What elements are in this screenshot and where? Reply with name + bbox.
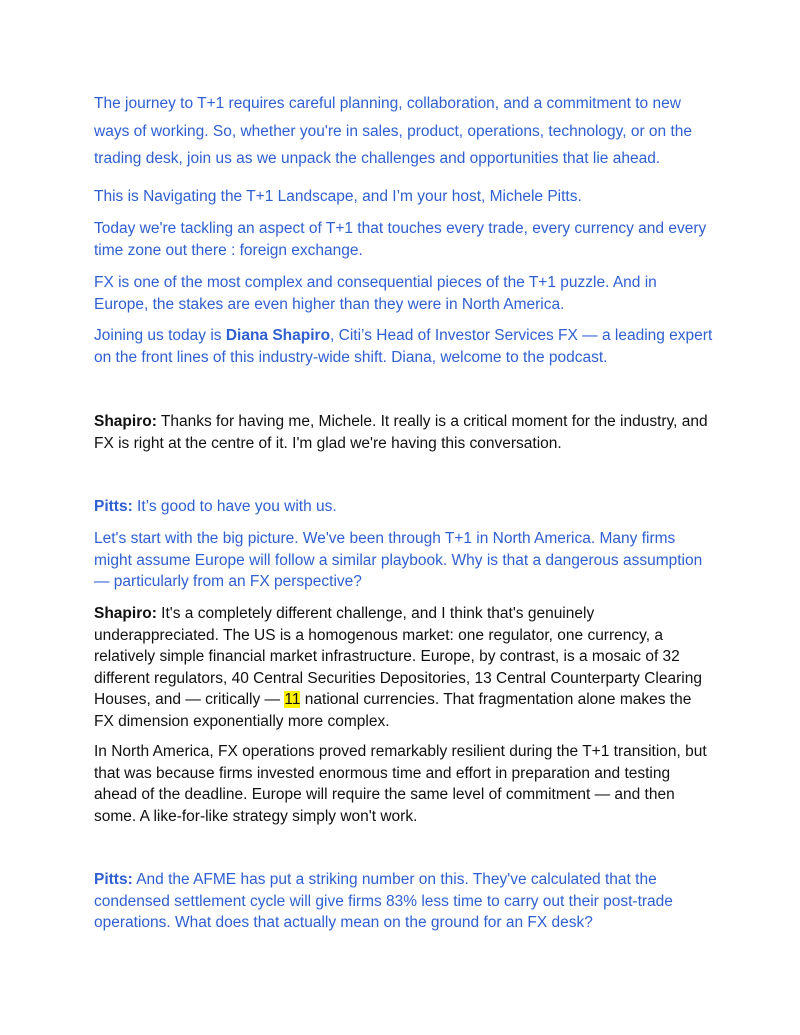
pitts-line-1 [94,496,714,518]
reply-text: Thanks for having me, Michele. It really is a critical moment for the industry, and FX is right at the centre of it. I'm glad we're having this conversation. [94,413,708,452]
guest-name: Diana Shapiro [225,327,331,344]
speaker-label: Pitts: [94,498,133,515]
speaker-label: Shapiro: [94,605,157,622]
stakes-paragraph: FX is one of the most complex and consequential pieces of the T+1 puzzle. And in Europe, the stakes are even higher than they were in North America. [94,274,657,313]
host-introduction: This is Navigating the T+1 Landscape, and I’m your host, Michele Pitts. [94,188,582,205]
shapiro-reply-1 [94,411,714,454]
answer-text-continued: national currencies. That fragmentation alone makes the FX dimension exponentially more complex. [94,691,692,730]
intro-paragraph: The journey to T+1 requires careful planning, collaboration, and a commitment to new ways of working. So, whether you're in sales, product, operations, technology, or on the trading desk, join us as we unpack the challenges and opportunities that lie ahead. [94,95,693,167]
guest-introduction [94,325,714,368]
guest-intro-prefix: Joining us today is [94,327,226,344]
shapiro-answer-1 [94,603,714,732]
speaker-label: Shapiro: [94,413,157,430]
pitts-question-1: Let's start with the big picture. We've been through T+1 in North America. Many firms might assume Europe will follow a similar playbook. Why is that a dangerous assumption — particularly from an FX perspective? [94,530,703,590]
topic-paragraph: Today we're tackling an aspect of T+1 that touches every trade, every currency and every time zone out there : foreign exchange. [94,220,707,259]
speaker-label: Pitts: [94,871,133,888]
question-text: And the AFME has put a striking number on this. They've calculated that the condensed settlement cycle will give firms 83% less time to carry out their post-trade operations. What does that actually mean on the ground for an FX desk? [94,871,673,931]
shapiro-answer-2: In North America, FX operations proved remarkably resilient during the T+1 transition, but that was because firms invested enormous time and effort in preparation and testing ahead of the deadline. Europe will require the same level of commitment — and then some. A like-for-like strategy simply won't work. [94,743,707,825]
answer-text: It's a completely different challenge, and I think that's genuinely underappreciated. The US is a homogenous market: one regulator, one currency, a relatively simple financial market infrastructure. Europe, by contrast, is a mosaic of 32 different regulators, 40 Central Securities Depositories, 13 Central Counterparty Clearing Houses, and — critically — [94,605,702,708]
guest-intro-suffix: , Citi’s Head of Investor Services FX — a leading expert on the front lines of this industry-wide shift. Diana, welcome to the podcast. [94,327,713,366]
pitts-question-2 [94,869,714,934]
highlighted-number: 11 [284,691,301,708]
line-text: It’s good to have you with us. [132,498,337,515]
